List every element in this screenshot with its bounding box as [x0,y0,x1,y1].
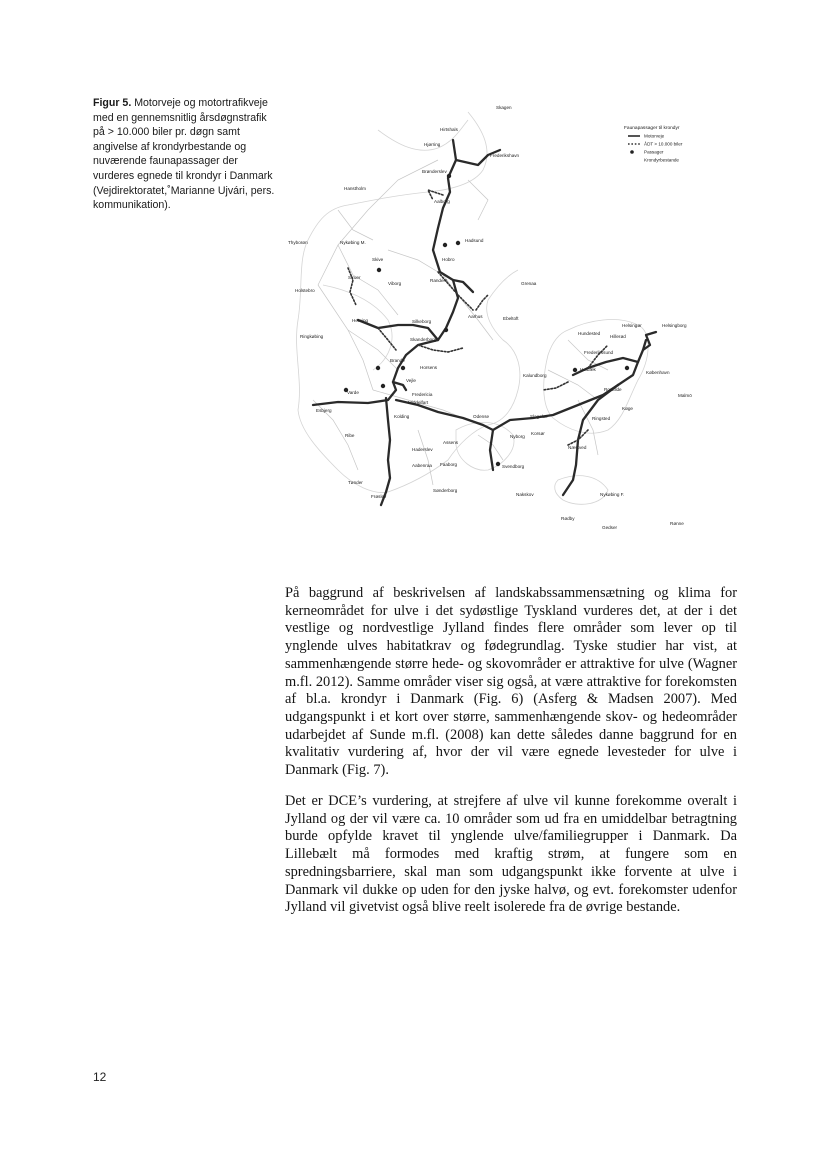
place-label: Tønder [348,480,363,485]
place-label: Herning [352,318,369,323]
place-label: Køge [622,406,633,411]
place-label: Malmö [678,393,692,398]
place-label: Struer [348,275,361,280]
coastline-outlines [297,112,649,504]
legend-dot-symbol [630,150,634,154]
body-paragraph-1: På baggrund af beskrivelsen af landskabssammensætning og klima for kerneområdet for ulve i det sydøstlige Tyskland vurderes det, at der i det vestlige og nordvestlige Jylland findes flere områder som lever op til ynglende ulves habitatkrav og fødegrundlag. Tyske studier har vist, at sammenhængende større hede- og skovområder er attraktive for ulve (Wagner m.fl. 2012). Samme områder viser sig også, at være attraktive for forekomsten af bl.a. krondyr i Danmark (Fig. 6) (Asferg & Madsen 2007). Med udgangspunkt i et kort over større, sammenhængende skov- og hedeområder udarbejdet af Sunde m.fl. (2008) kan dette således danne baggrund for en kvalitativ vurdering af, hvor der vil være egnede levesteder for ulve i Danmark (Fig. 7). [285,585,737,779]
legend-item-motorway: Motorveje [644,133,665,139]
place-label: Ribe [345,433,355,438]
place-label: Svendborg [502,464,525,469]
place-label: Hanstholm [344,186,366,191]
place-label: Skanderborg [410,337,437,342]
place-label: Vejle [406,378,416,383]
place-label: Frøslev [371,494,387,499]
place-label: Varde [347,390,359,395]
place-label: Roskilde [604,387,622,392]
place-label: Thyborøn [288,240,308,245]
place-label: Grenaa [521,281,537,286]
place-label: Rødby [561,516,575,521]
place-label: Aabenraa [412,463,432,468]
place-label: Helsingborg [662,323,687,328]
place-label: Næstved [568,445,587,450]
legend-item-passage: Passager [644,149,664,155]
place-label: Rønne [670,521,684,526]
place-label: Hjørring [424,142,441,147]
place-labels [288,105,692,530]
place-label: Odense [473,414,490,419]
place-label: Hillerød [610,334,626,339]
body-paragraph-2: Det er DCE’s vurdering, at strejfere af ulve vil kunne forekomme overalt i Jylland og der vil være ca. 10 områder som ud fra en umiddelbar betragtning burde opfylde kravet til ynglende ulve/familiegrupper i Danmark. Da Lillebælt må formodes med kraftig strøm, at fungere som en spredningsbarriere, skal man som udgangspunkt ikke forvente at ulve i Danmark vil dukke op uden for den jyske halvø, og evt. forekomster udenfor Jylland vil givetvist også blive reelt isolerede fra de øvrige bestande. [285,793,737,916]
place-label: København [646,370,670,375]
denmark-road-map [278,100,718,540]
place-label: Skagen [496,105,512,110]
place-label: Esbjerg [316,408,332,413]
place-label: Middelfart [408,400,429,405]
place-label: Slagelse [530,414,548,419]
place-label: Viborg [388,281,402,286]
place-label: Assens [443,440,459,445]
figure-label: Figur 5. [93,97,132,109]
place-label: Kolding [394,414,410,419]
place-label: Gedser [602,525,618,530]
place-label: Hundested [578,331,601,336]
page-number: 12 [93,1070,107,1084]
legend-title: Faunapassager til krondyr [624,126,680,131]
place-label: Nyborg [510,434,525,439]
place-label: Brande [390,358,405,363]
place-label: Sønderborg [433,488,458,493]
place-label: Brønderslev [422,169,447,174]
place-label: Hadsund [465,238,484,243]
map-legend [624,125,683,163]
place-label: Hobro [442,257,455,262]
place-label: Aalborg [434,199,450,204]
place-label: Haderslev [412,447,433,452]
place-label: Skive [372,257,384,262]
place-label: Nykøbing F. [600,492,625,497]
place-label: Frederikssund [584,350,614,355]
legend-item-population: Krondyrbestande [644,157,679,163]
place-label: Aarhus [468,314,483,319]
place-label: Nykøbing M. [340,240,366,245]
place-label: Nakskov [516,492,534,497]
place-label: Horsens [420,365,438,370]
place-label: Kalundborg [523,373,547,378]
place-label: Ringkøbing [300,334,324,339]
place-label: Holbæk [580,367,596,372]
place-label: Helsingør [622,323,642,328]
place-label: Korsør [531,431,545,436]
place-label: Ringsted [592,416,611,421]
place-label: Fredericia [412,392,433,397]
place-label: Randers [430,278,448,283]
place-label: Faaborg [440,462,458,467]
place-label: Hirtshals [440,127,458,132]
legend-item-traffic: ÅDT > 10.000 biler [644,141,683,147]
figure-caption [93,96,278,213]
place-label: Holstebro [295,288,315,293]
place-label: Frederikshavn [490,153,520,158]
figure-caption-text: Motorveje og motortrafikveje med en gennemsnitlig årsdøgnstrafik på > 10.000 biler pr. døgn samt angivelse af krondyrbestande og nuværende faunapassager der vurderes egnede til krondyr i Danmark (Vejdirektoratet,˚Marianne Ujvári, pers. kommunikation). [93,97,275,212]
place-label: Silkeborg [412,319,432,324]
place-label: Ebeltoft [503,316,519,321]
